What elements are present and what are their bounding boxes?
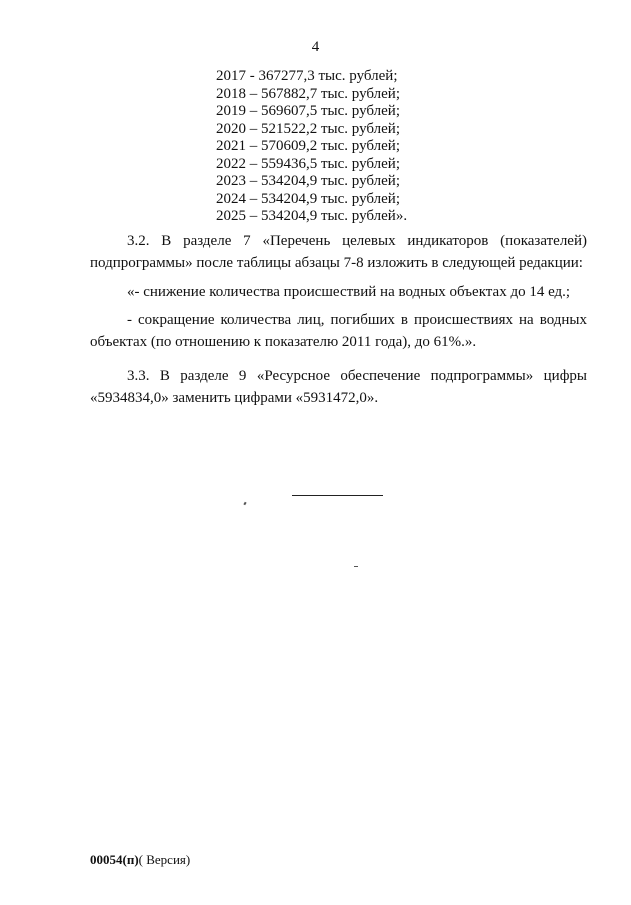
document-footer — [90, 852, 190, 868]
funding-by-year-list — [216, 68, 407, 226]
funding-year-2020: 2020 – 521522,2 тыс. рублей; — [216, 120, 400, 137]
document-code: 00054(п) — [90, 852, 139, 867]
indicator-item-fatalities: - сокращение количества лиц, погибших в происшествиях на водных объектах (по отношению к показателю 2011 года), до 61%.». — [90, 312, 587, 350]
indicator-item-accidents: «- снижение количества происшествий на водных объектах до 14 ед.; — [127, 284, 571, 300]
end-of-text-separator — [292, 495, 383, 496]
funding-year-2024: 2024 – 534204,9 тыс. рублей; — [216, 190, 400, 207]
document-version: ( Версия) — [138, 852, 191, 867]
funding-year-2018: 2018 – 567882,7 тыс. рублей; — [216, 85, 400, 102]
scan-speck — [243, 502, 246, 506]
funding-year-2023: 2023 – 534204,9 тыс. рублей; — [216, 173, 400, 189]
page-number: 4 — [311, 39, 320, 55]
scan-speck — [354, 566, 358, 567]
funding-year-2025: 2025 – 534204,9 тыс. рублей». — [216, 208, 408, 224]
funding-year-2021: 2021 – 570609,2 тыс. рублей; — [216, 138, 400, 154]
funding-year-2017: 2017 - 367277,3 тыс. рублей; — [216, 68, 398, 84]
section-3-3-paragraph: 3.3. В разделе 9 «Ресурсное обеспечение подпрограммы» цифры «5934834,0» заменить цифрами «5931472,0». — [90, 368, 587, 406]
section-3-2-paragraph: 3.2. В разделе 7 «Перечень целевых индикаторов (показателей) подпрограммы» после таблицы абзацы 7-8 изложить в следующей редакции: — [90, 233, 587, 271]
funding-year-2022: 2022 – 559436,5 тыс. рублей; — [216, 155, 400, 172]
funding-year-2019: 2019 – 569607,5 тыс. рублей; — [216, 103, 400, 119]
